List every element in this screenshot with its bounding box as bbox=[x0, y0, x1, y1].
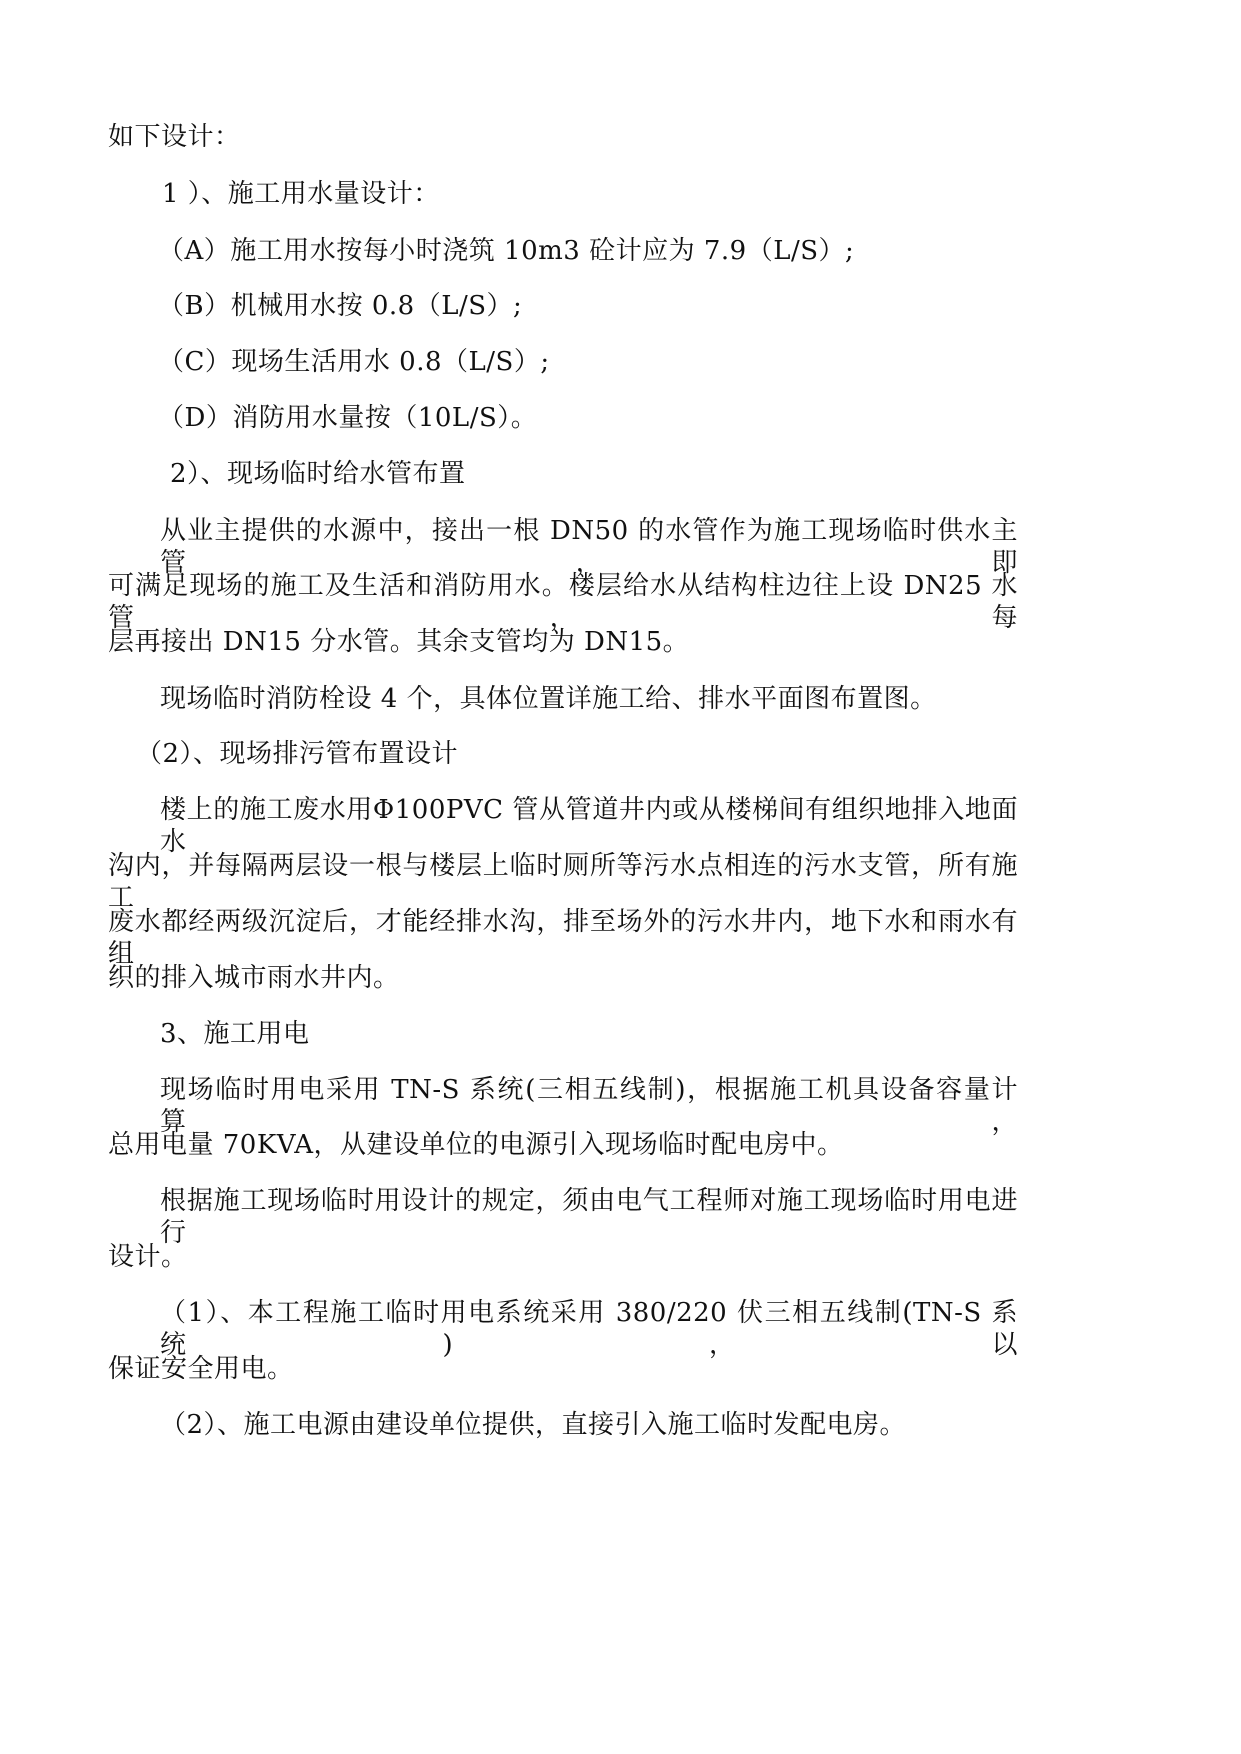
paragraph-line: 根据施工现场临时用设计的规定，须由电气工程师对施工现场临时用电进行 bbox=[160, 1186, 1018, 1248]
paragraph-line: 织的排入城市雨水井内。 bbox=[108, 963, 400, 993]
list-item: （2）、施工电源由建设单位提供，直接引入施工临时发配电房。 bbox=[160, 1410, 907, 1440]
paragraph-line: 现场临时消防栓设 4 个，具体位置详施工给、排水平面图布置图。 bbox=[160, 684, 937, 714]
paragraph-line: 总用电量 70KVA，从建设单位的电源引入现场临时配电房中。 bbox=[108, 1130, 844, 1160]
paragraph-line: 保证安全用电。 bbox=[108, 1354, 294, 1384]
section-heading: 1 ）、施工用水量设计： bbox=[162, 179, 440, 209]
paragraph-line: 沟内，并每隔两层设一根与楼层上临时厕所等污水点相连的污水支管，所有施工 bbox=[108, 851, 1018, 913]
list-item: （A）施工用水按每小时浇筑 10m3 砼计应为 7.9（L/S）; bbox=[158, 236, 855, 266]
paragraph-line: 层再接出 DN15 分水管。其余支管均为 DN15。 bbox=[108, 627, 690, 657]
paragraph-line: 现场临时用电采用 TN-S 系统(三相五线制)，根据施工机具设备容量计算， bbox=[160, 1075, 1018, 1137]
list-item: （D）消防用水量按（10L/S）。 bbox=[158, 403, 538, 433]
paragraph-line: 可满足现场的施工及生活和消防用水。楼层给水从结构柱边往上设 DN25 水管，每 bbox=[108, 571, 1018, 633]
section-heading: 2）、现场临时给水管布置 bbox=[170, 459, 466, 489]
section-heading: 3、施工用电 bbox=[160, 1019, 310, 1049]
list-item: （1）、本工程施工临时用电系统采用 380/220 伏三相五线制(TN-S 系统)，以 bbox=[160, 1298, 1018, 1360]
paragraph-line: 设计。 bbox=[108, 1242, 188, 1272]
text-line: 如下设计： bbox=[108, 122, 241, 152]
paragraph-line: 从业主提供的水源中，接出一根 DN50 的水管作为施工现场临时供水主管，即 bbox=[160, 516, 1018, 578]
section-heading: （2）、现场排污管布置设计 bbox=[136, 739, 459, 769]
list-item: （C）现场生活用水 0.8（L/S）; bbox=[158, 347, 550, 377]
paragraph-line: 废水都经两级沉淀后，才能经排水沟，排至场外的污水井内，地下水和雨水有组 bbox=[108, 907, 1018, 969]
paragraph-line: 楼上的施工废水用Φ100PVC 管从管道井内或从楼梯间有组织地排入地面水 bbox=[160, 795, 1018, 857]
list-item: （B）机械用水按 0.8（L/S）; bbox=[158, 291, 523, 321]
